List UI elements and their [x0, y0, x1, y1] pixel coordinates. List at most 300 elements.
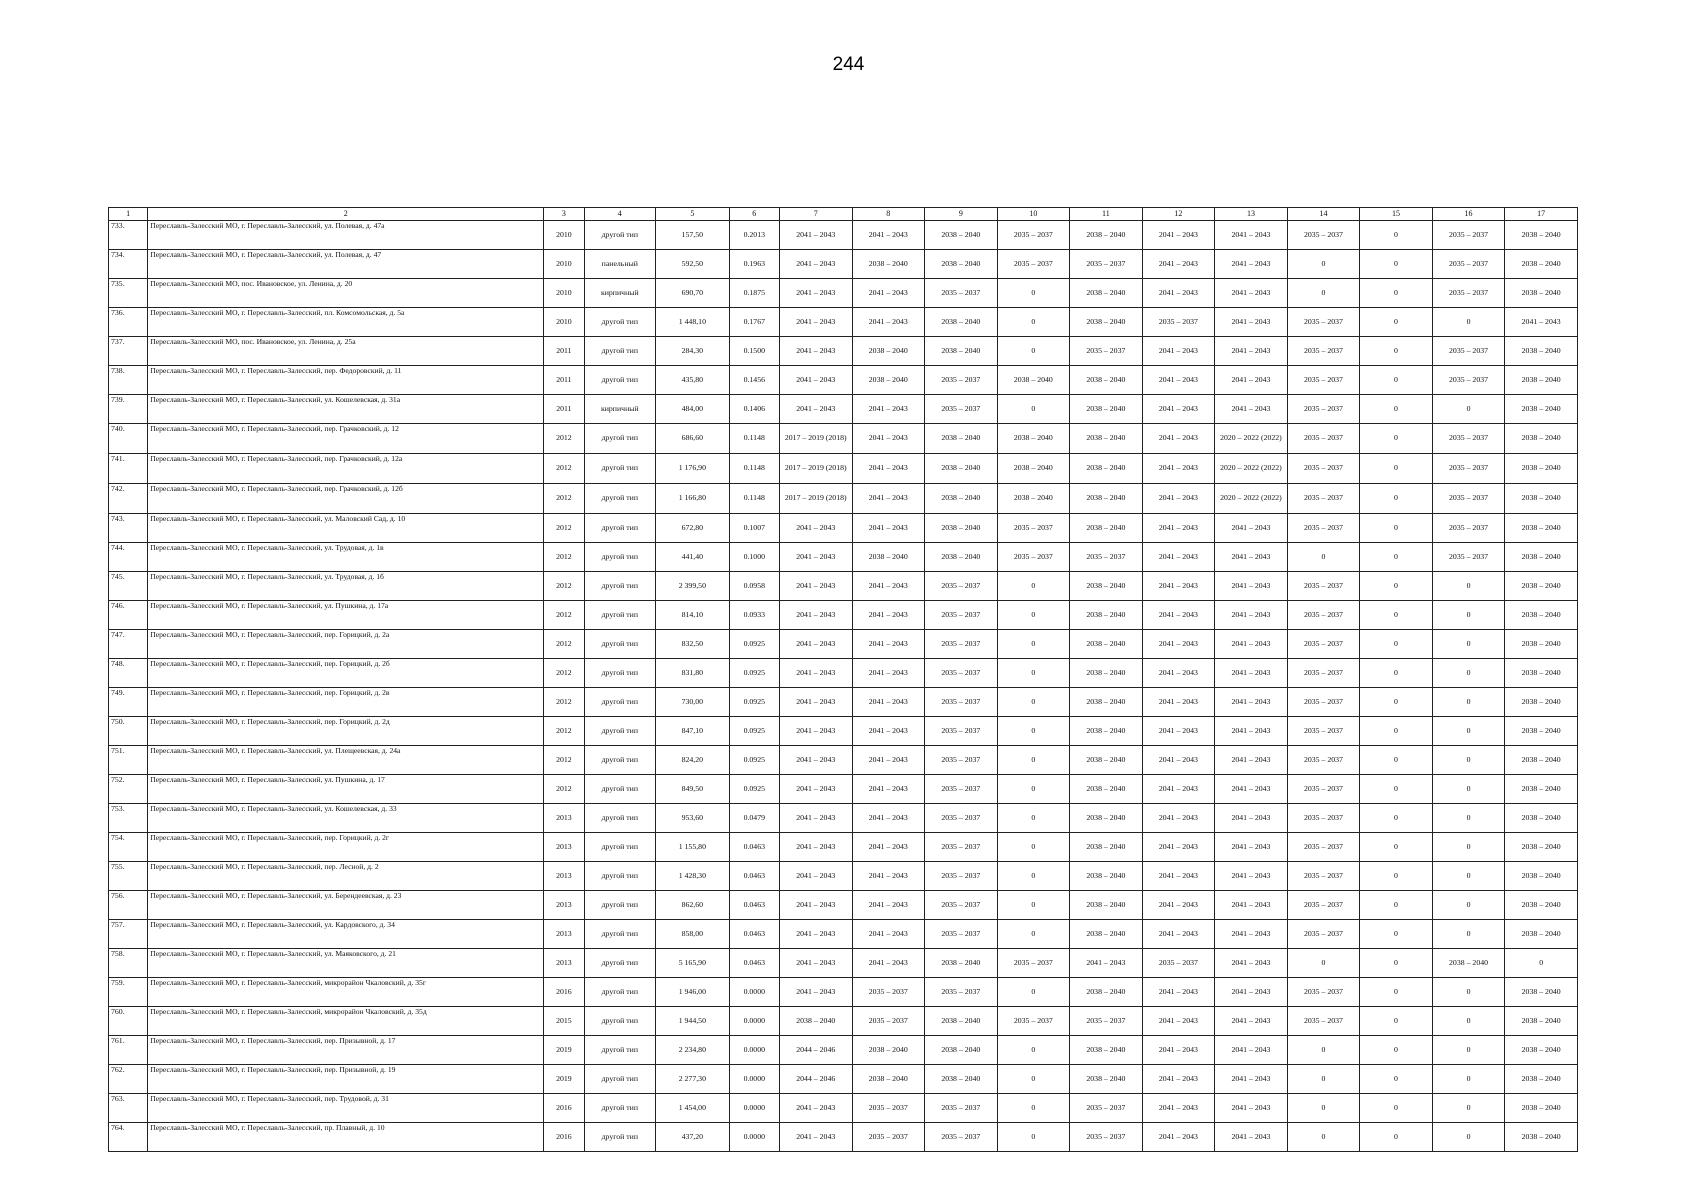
table-cell: 2035 – 2037 [925, 279, 998, 308]
table-cell: 0 [1360, 572, 1433, 601]
table-row [109, 746, 1578, 775]
table-row [109, 279, 1578, 308]
table-cell: 2041 – 2043 [1215, 862, 1288, 891]
table-cell: другой тип [584, 775, 656, 804]
row-number: 733. [109, 221, 148, 250]
table-cell: 2041 – 2043 [852, 221, 925, 250]
table-cell: 2035 – 2037 [1070, 337, 1143, 366]
table-cell: другой тип [584, 337, 656, 366]
table-cell: 2035 – 2037 [925, 717, 998, 746]
table-cell: 0 [1432, 659, 1505, 688]
table-cell: 2041 – 2043 [1215, 717, 1288, 746]
table-cell: 2035 – 2037 [1287, 454, 1360, 484]
table-cell: другой тип [584, 978, 656, 1007]
column-header: 2 [148, 208, 544, 221]
table-cell: 2041 – 2043 [779, 366, 852, 395]
table-cell: 2017 – 2019 (2018) [779, 454, 852, 484]
table-cell: 1 946,00 [656, 978, 730, 1007]
table-cell: 0 [1287, 949, 1360, 978]
table-cell: 2038 – 2040 [1070, 221, 1143, 250]
row-number: 738. [109, 366, 148, 395]
table-cell: 2038 – 2040 [852, 337, 925, 366]
table-cell: 0 [997, 717, 1070, 746]
table-cell: 2038 – 2040 [1505, 775, 1578, 804]
table-cell: 2041 – 2043 [852, 279, 925, 308]
table-cell: 2038 – 2040 [1505, 1036, 1578, 1065]
table-cell: 2035 – 2037 [925, 891, 998, 920]
row-number: 743. [109, 514, 148, 543]
table-cell: другой тип [584, 424, 656, 454]
table-cell: 0 [997, 1094, 1070, 1123]
table-cell: 2035 – 2037 [925, 1094, 998, 1123]
table-cell: 2010 [544, 250, 584, 279]
table-cell: 2041 – 2043 [779, 250, 852, 279]
table-cell: 2041 – 2043 [779, 395, 852, 424]
table-cell: 0 [1287, 543, 1360, 572]
table-cell: 2012 [544, 775, 584, 804]
page-number: 244 [832, 54, 865, 75]
table-cell: 2038 – 2040 [1070, 891, 1143, 920]
table-cell: 2041 – 2043 [1142, 424, 1215, 454]
table-cell: 0.1456 [729, 366, 779, 395]
table-cell: 2041 – 2043 [1142, 630, 1215, 659]
table-cell: 2035 – 2037 [1287, 920, 1360, 949]
table-cell: 0.0000 [729, 1036, 779, 1065]
table-cell: 2041 – 2043 [1142, 395, 1215, 424]
table-cell: другой тип [584, 514, 656, 543]
table-cell: 2041 – 2043 [1142, 572, 1215, 601]
address-cell: Переславль-Залесский МО, г. Переславль-Залесский, пер. Призывной, д. 19 [148, 1065, 544, 1094]
table-cell: другой тип [584, 484, 656, 514]
table-cell: 0 [1360, 454, 1433, 484]
table-cell: 0 [997, 1065, 1070, 1094]
table-cell: другой тип [584, 717, 656, 746]
table-cell: 2035 – 2037 [1287, 572, 1360, 601]
table-cell: 0.0463 [729, 862, 779, 891]
table-cell: 0 [997, 1036, 1070, 1065]
table-cell: 0.1767 [729, 308, 779, 337]
table-cell: 2038 – 2040 [1070, 514, 1143, 543]
table-cell: 437,20 [656, 1123, 730, 1152]
table-cell: 2038 – 2040 [997, 424, 1070, 454]
table-cell: 2041 – 2043 [1215, 1007, 1288, 1036]
table-cell: 2041 – 2043 [852, 630, 925, 659]
table-cell: 0 [1360, 978, 1433, 1007]
table-cell: 2038 – 2040 [852, 543, 925, 572]
table-cell: 2041 – 2043 [1142, 746, 1215, 775]
table-cell: 2015 [544, 1007, 584, 1036]
table-cell: 2012 [544, 659, 584, 688]
table-cell: 0.0925 [729, 688, 779, 717]
address-cell: Переславль-Залесский МО, г. Переславль-Залесский, ул. Пушкина, д. 17а [148, 601, 544, 630]
table-cell: 2035 – 2037 [852, 1123, 925, 1152]
address-cell: Переславль-Залесский МО, г. Переславль-Залесский, пр. Плавный, д. 10 [148, 1123, 544, 1152]
table-cell: 2035 – 2037 [1432, 366, 1505, 395]
table-cell: 2041 – 2043 [852, 484, 925, 514]
table-cell: 2041 – 2043 [1142, 717, 1215, 746]
table-cell: 2041 – 2043 [1142, 804, 1215, 833]
table-cell: 2016 [544, 1094, 584, 1123]
table-cell: 2035 – 2037 [1287, 630, 1360, 659]
table-cell: 2038 – 2040 [925, 221, 998, 250]
table-cell: 5 165,90 [656, 949, 730, 978]
row-number: 736. [109, 308, 148, 337]
table-cell: 2041 – 2043 [779, 920, 852, 949]
table-cell: 0.0958 [729, 572, 779, 601]
table-cell: 2038 – 2040 [1505, 395, 1578, 424]
table-cell: 832,50 [656, 630, 730, 659]
table-cell: 2035 – 2037 [1287, 1007, 1360, 1036]
table-cell: 2038 – 2040 [925, 949, 998, 978]
table-cell: кирпичный [584, 395, 656, 424]
table-cell: 0 [997, 308, 1070, 337]
table-cell: 2041 – 2043 [1142, 891, 1215, 920]
table-cell: другой тип [584, 630, 656, 659]
table-cell: другой тип [584, 949, 656, 978]
row-number: 761. [109, 1036, 148, 1065]
table-row [109, 454, 1578, 484]
table-cell: 2041 – 2043 [1142, 1094, 1215, 1123]
table-cell: 2044 – 2046 [779, 1036, 852, 1065]
table-cell: 849,50 [656, 775, 730, 804]
table-row [109, 949, 1578, 978]
table-cell: 2038 – 2040 [1505, 746, 1578, 775]
table-cell: 2041 – 2043 [779, 572, 852, 601]
table-cell: 2041 – 2043 [1215, 601, 1288, 630]
table-cell: 0.0463 [729, 833, 779, 862]
table-cell: 2020 – 2022 (2022) [1215, 454, 1288, 484]
row-number: 762. [109, 1065, 148, 1094]
table-cell: 2038 – 2040 [1505, 221, 1578, 250]
table-cell: 2041 – 2043 [1215, 395, 1288, 424]
column-header: 15 [1360, 208, 1433, 221]
table-cell: 2038 – 2040 [1070, 572, 1143, 601]
table-cell: 2038 – 2040 [1505, 454, 1578, 484]
table-cell: 2035 – 2037 [1287, 221, 1360, 250]
column-header: 4 [584, 208, 656, 221]
table-cell: 2035 – 2037 [1287, 424, 1360, 454]
table-row [109, 804, 1578, 833]
row-number: 764. [109, 1123, 148, 1152]
table-row [109, 514, 1578, 543]
table-cell: 2020 – 2022 (2022) [1215, 484, 1288, 514]
table-cell: 0 [1432, 920, 1505, 949]
table-cell: 2041 – 2043 [1142, 601, 1215, 630]
address-cell: Переславль-Залесский МО, г. Переславль-Залесский, пер. Горицкий, д. 2б [148, 659, 544, 688]
table-cell: 0 [1432, 688, 1505, 717]
table-cell: 2041 – 2043 [779, 688, 852, 717]
table-cell: другой тип [584, 454, 656, 484]
table-cell: 2038 – 2040 [1505, 717, 1578, 746]
table-cell: 2041 – 2043 [1215, 1065, 1288, 1094]
table-cell: 2038 – 2040 [1070, 920, 1143, 949]
table-cell: 2012 [544, 484, 584, 514]
table-cell: 2041 – 2043 [1215, 572, 1288, 601]
table-cell: 0 [997, 601, 1070, 630]
table-cell: 2038 – 2040 [852, 1065, 925, 1094]
column-header: 1 [109, 208, 148, 221]
table-cell: 1 155,80 [656, 833, 730, 862]
table-cell: 2010 [544, 279, 584, 308]
table-cell: 2038 – 2040 [1070, 1065, 1143, 1094]
table-cell: 2035 – 2037 [1432, 454, 1505, 484]
table-cell: 0 [1360, 746, 1433, 775]
housing-register-table [108, 207, 1578, 1152]
table-cell: 2041 – 2043 [779, 337, 852, 366]
table-cell: 2012 [544, 514, 584, 543]
table-cell: 2038 – 2040 [852, 250, 925, 279]
table-cell: 2035 – 2037 [1432, 279, 1505, 308]
table-cell: 2041 – 2043 [1142, 337, 1215, 366]
table-cell: 2035 – 2037 [1070, 1123, 1143, 1152]
table-row [109, 920, 1578, 949]
table-cell: 2041 – 2043 [779, 833, 852, 862]
table-cell: 2041 – 2043 [1215, 630, 1288, 659]
table-cell: 2035 – 2037 [1432, 424, 1505, 454]
row-number: 740. [109, 424, 148, 454]
table-cell: 2041 – 2043 [779, 543, 852, 572]
table-cell: 0 [997, 659, 1070, 688]
row-number: 760. [109, 1007, 148, 1036]
table-cell: 0.1000 [729, 543, 779, 572]
table-cell: 2035 – 2037 [997, 543, 1070, 572]
table-cell: другой тип [584, 308, 656, 337]
table-cell: 0 [1432, 308, 1505, 337]
row-number: 759. [109, 978, 148, 1007]
table-row [109, 424, 1578, 454]
table-cell: 2041 – 2043 [779, 601, 852, 630]
table-cell: 2038 – 2040 [1505, 659, 1578, 688]
address-cell: Переславль-Залесский МО, пос. Ивановское, ул. Ленина, д. 20 [148, 279, 544, 308]
table-row [109, 484, 1578, 514]
table-row [109, 250, 1578, 279]
column-header: 17 [1505, 208, 1578, 221]
address-cell: Переславль-Залесский МО, г. Переславль-Залесский, пер. Горицкий, д. 2в [148, 688, 544, 717]
table-cell: 0 [1432, 1123, 1505, 1152]
table-cell: 0 [1360, 1007, 1433, 1036]
table-row [109, 601, 1578, 630]
table-cell: 2041 – 2043 [1215, 978, 1288, 1007]
table-row [109, 775, 1578, 804]
table-cell: 0.0479 [729, 804, 779, 833]
table-cell: 0 [1360, 221, 1433, 250]
table-cell: 2035 – 2037 [1432, 221, 1505, 250]
table-cell: 0 [997, 920, 1070, 949]
table-cell: 2041 – 2043 [1142, 1123, 1215, 1152]
table-cell: 2035 – 2037 [1070, 1094, 1143, 1123]
table-cell: панельный [584, 250, 656, 279]
table-cell: другой тип [584, 572, 656, 601]
table-cell: 2038 – 2040 [1505, 978, 1578, 1007]
table-cell: 2041 – 2043 [1142, 484, 1215, 514]
table-cell: 2038 – 2040 [1505, 630, 1578, 659]
table-cell: 0 [1432, 833, 1505, 862]
table-cell: 0 [1432, 1065, 1505, 1094]
table-cell: 2041 – 2043 [779, 659, 852, 688]
table-cell: 2041 – 2043 [779, 949, 852, 978]
column-header: 13 [1215, 208, 1288, 221]
table-cell: 2038 – 2040 [1070, 366, 1143, 395]
table-cell: 0 [997, 395, 1070, 424]
table-row [109, 862, 1578, 891]
table-cell: 2038 – 2040 [1505, 543, 1578, 572]
table-cell: 2038 – 2040 [997, 484, 1070, 514]
table-cell: 2041 – 2043 [1215, 804, 1288, 833]
table-cell: 0 [1432, 1094, 1505, 1123]
table-cell: 2035 – 2037 [925, 688, 998, 717]
table-cell: 0 [1287, 250, 1360, 279]
address-cell: Переславль-Залесский МО, г. Переславль-Залесский, пер. Грачковский, д. 12а [148, 454, 544, 484]
table-cell: 2038 – 2040 [1505, 484, 1578, 514]
row-number: 742. [109, 484, 148, 514]
address-cell: Переславль-Залесский МО, г. Переславль-Залесский, пер. Горицкий, д. 2д [148, 717, 544, 746]
table-cell: 2041 – 2043 [1215, 1123, 1288, 1152]
row-number: 752. [109, 775, 148, 804]
table-cell: 2035 – 2037 [925, 746, 998, 775]
table-row [109, 688, 1578, 717]
table-cell: 2012 [544, 630, 584, 659]
table-cell: 2010 [544, 308, 584, 337]
address-cell: Переславль-Залесский МО, г. Переславль-Залесский, пл. Комсомольская, д. 5а [148, 308, 544, 337]
table-row [109, 1036, 1578, 1065]
table-cell: 2038 – 2040 [925, 454, 998, 484]
table-cell: 2035 – 2037 [997, 949, 1070, 978]
table-cell: другой тип [584, 366, 656, 395]
table-cell: 2041 – 2043 [852, 833, 925, 862]
table-cell: 2041 – 2043 [852, 949, 925, 978]
table-cell: 2041 – 2043 [852, 601, 925, 630]
table-cell: 157,50 [656, 221, 730, 250]
table-cell: 2038 – 2040 [1505, 891, 1578, 920]
row-number: 750. [109, 717, 148, 746]
table-cell: 0 [997, 337, 1070, 366]
table-cell: 0.0463 [729, 891, 779, 920]
table-cell: 0 [1287, 1065, 1360, 1094]
table-cell: 2038 – 2040 [925, 543, 998, 572]
table-row [109, 978, 1578, 1007]
table-cell: 2035 – 2037 [1287, 366, 1360, 395]
table-cell: 0 [1360, 891, 1433, 920]
table-cell: 2 277,30 [656, 1065, 730, 1094]
table-cell: 2035 – 2037 [925, 1123, 998, 1152]
table-cell: 2035 – 2037 [925, 395, 998, 424]
table-cell: 2038 – 2040 [1505, 279, 1578, 308]
table-cell: 2012 [544, 543, 584, 572]
table-cell: 2017 – 2019 (2018) [779, 484, 852, 514]
table-cell: 2041 – 2043 [779, 717, 852, 746]
table-cell: 2035 – 2037 [1432, 514, 1505, 543]
table-cell: 2035 – 2037 [925, 920, 998, 949]
table-cell: 2041 – 2043 [1215, 891, 1288, 920]
table-cell: 2035 – 2037 [1287, 484, 1360, 514]
table-cell: 2041 – 2043 [852, 514, 925, 543]
table-cell: 2035 – 2037 [925, 775, 998, 804]
address-cell: Переславль-Залесский МО, г. Переславль-Залесский, пер. Трудовой, д. 31 [148, 1094, 544, 1123]
row-number: 745. [109, 572, 148, 601]
table-cell: 2038 – 2040 [1505, 1007, 1578, 1036]
table-row [109, 1007, 1578, 1036]
table-cell: 2041 – 2043 [1215, 366, 1288, 395]
table-cell: 0 [1432, 1007, 1505, 1036]
table-cell: 2035 – 2037 [997, 250, 1070, 279]
row-number: 751. [109, 746, 148, 775]
table-cell: 2041 – 2043 [1215, 221, 1288, 250]
table-cell: 2035 – 2037 [925, 601, 998, 630]
table-cell: 0 [1432, 804, 1505, 833]
address-cell: Переславль-Залесский МО, г. Переславль-Залесский, ул. Берендеевская, д. 23 [148, 891, 544, 920]
row-number: 741. [109, 454, 148, 484]
row-number: 756. [109, 891, 148, 920]
row-number: 757. [109, 920, 148, 949]
column-number-row [109, 208, 1578, 221]
column-header: 11 [1070, 208, 1143, 221]
table-cell: 2041 – 2043 [1142, 514, 1215, 543]
column-header: 3 [544, 208, 584, 221]
table-cell: 0 [1360, 601, 1433, 630]
table-cell: другой тип [584, 221, 656, 250]
table-cell: 2011 [544, 366, 584, 395]
table-cell: кирпичный [584, 279, 656, 308]
table-cell: 2038 – 2040 [1505, 833, 1578, 862]
table-cell: 2038 – 2040 [779, 1007, 852, 1036]
address-cell: Переславль-Залесский МО, г. Переславль-Залесский, ул. Трудовая, д. 1б [148, 572, 544, 601]
table-cell: 0.1148 [729, 424, 779, 454]
table-cell: 953,60 [656, 804, 730, 833]
table-cell: 2012 [544, 424, 584, 454]
row-number: 739. [109, 395, 148, 424]
table-cell: 2041 – 2043 [1142, 454, 1215, 484]
table-cell: 0.1406 [729, 395, 779, 424]
table-cell: 0.0925 [729, 717, 779, 746]
table-cell: 2035 – 2037 [852, 1094, 925, 1123]
table-cell: 0 [1360, 659, 1433, 688]
table-cell: 2035 – 2037 [925, 862, 998, 891]
table-cell: 0 [997, 572, 1070, 601]
address-cell: Переславль-Залесский МО, г. Переславль-Залесский, ул. Пушкина, д. 17 [148, 775, 544, 804]
table-cell: 2012 [544, 746, 584, 775]
table-cell: 2041 – 2043 [1142, 775, 1215, 804]
table-cell: 2041 – 2043 [1215, 514, 1288, 543]
table-cell: 2038 – 2040 [1070, 804, 1143, 833]
table-cell: 0.1148 [729, 484, 779, 514]
table-cell: другой тип [584, 891, 656, 920]
table-cell: 2041 – 2043 [1215, 337, 1288, 366]
column-header: 9 [925, 208, 998, 221]
address-cell: Переславль-Залесский МО, г. Переславль-Залесский, ул. Кошелевская, д. 31а [148, 395, 544, 424]
table-cell: 2016 [544, 978, 584, 1007]
table-cell: 2041 – 2043 [1142, 659, 1215, 688]
table-cell: 2035 – 2037 [1142, 949, 1215, 978]
table-cell: 2010 [544, 221, 584, 250]
address-cell: Переславль-Залесский МО, г. Переславль-Залесский, ул. Кошелевская, д. 33 [148, 804, 544, 833]
table-cell: 2038 – 2040 [997, 366, 1070, 395]
table-cell: 2041 – 2043 [1505, 308, 1578, 337]
table-cell: 2035 – 2037 [997, 1007, 1070, 1036]
table-cell: 2041 – 2043 [1142, 279, 1215, 308]
table-cell: 2038 – 2040 [1070, 424, 1143, 454]
table-cell: 2035 – 2037 [1287, 308, 1360, 337]
table-cell: 2041 – 2043 [1215, 746, 1288, 775]
table-cell: 0 [1360, 424, 1433, 454]
table-cell: другой тип [584, 543, 656, 572]
table-cell: 0 [1360, 337, 1433, 366]
table-cell: 0 [1287, 1036, 1360, 1065]
table-cell: 2012 [544, 688, 584, 717]
table-cell: 2035 – 2037 [1287, 978, 1360, 1007]
table-cell: 2035 – 2037 [1287, 717, 1360, 746]
address-cell: Переславль-Залесский МО, пос. Ивановское, ул. Ленина, д. 25а [148, 337, 544, 366]
table-cell: 0 [1360, 920, 1433, 949]
